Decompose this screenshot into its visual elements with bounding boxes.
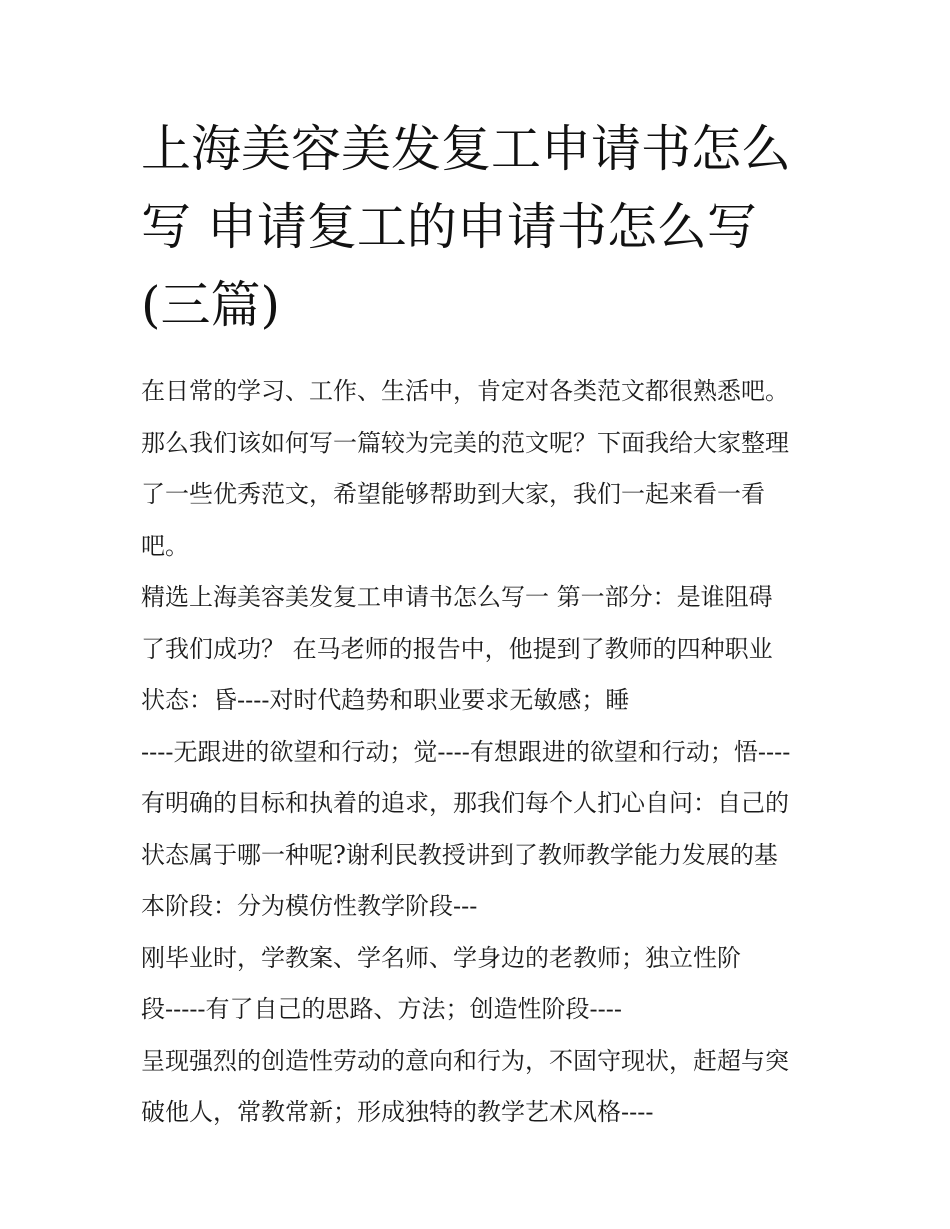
body-line: 状态：昏----对时代趋势和职业要求无敏感；睡 — [141, 686, 630, 714]
body-line: 在日常的学习、工作、生活中，肯定对各类范文都很熟悉吧。 — [141, 377, 789, 405]
body-line: 有明确的目标和执着的追求，那我们每个人扪心自问：自己的 — [141, 789, 789, 817]
body-line: 精选上海美容美发复工申请书怎么写一 第一部分：是谁阻碍 — [141, 583, 773, 611]
body-line: 段-----有了自己的思路、方法；创造性阶段---- — [141, 995, 622, 1023]
body-line: 刚毕业时，学教案、学名师、学身边的老教师；独立性阶 — [141, 943, 741, 972]
body-line: 吧。 — [141, 531, 189, 560]
title-line-3: (三篇) — [141, 276, 281, 334]
body-line: ----无跟进的欲望和行动；觉----有想跟进的欲望和行动；悟---- — [141, 737, 791, 766]
title-line-1: 上海美容美发复工申请书怎么 — [141, 120, 791, 178]
document-page — [141, 110, 821, 1139]
body-line: 破他人，常教常新；形成独特的教学艺术风格---- — [141, 1098, 654, 1126]
body-line: 了一些优秀范文，希望能够帮助到大家，我们一起来看一看 — [141, 480, 765, 508]
body-line: 那么我们该如何写一篇较为完美的范文呢？下面我给大家整理 — [141, 428, 789, 457]
body-line: 呈现强烈的创造性劳动的意向和行为，不固守现状，赶超与突 — [141, 1046, 789, 1075]
title-line-2: 写 申请复工的申请书怎么写 — [141, 198, 757, 256]
body-line: 本阶段：分为模仿性教学阶段--- — [141, 892, 478, 920]
body-line: 状态属于哪一种呢?谢利民教授讲到了教师教学能力发展的基 — [141, 840, 778, 869]
body-line: 了我们成功？ 在马老师的报告中，他提到了教师的四种职业 — [141, 634, 773, 663]
document-body — [141, 366, 821, 1139]
document-title — [141, 110, 821, 344]
